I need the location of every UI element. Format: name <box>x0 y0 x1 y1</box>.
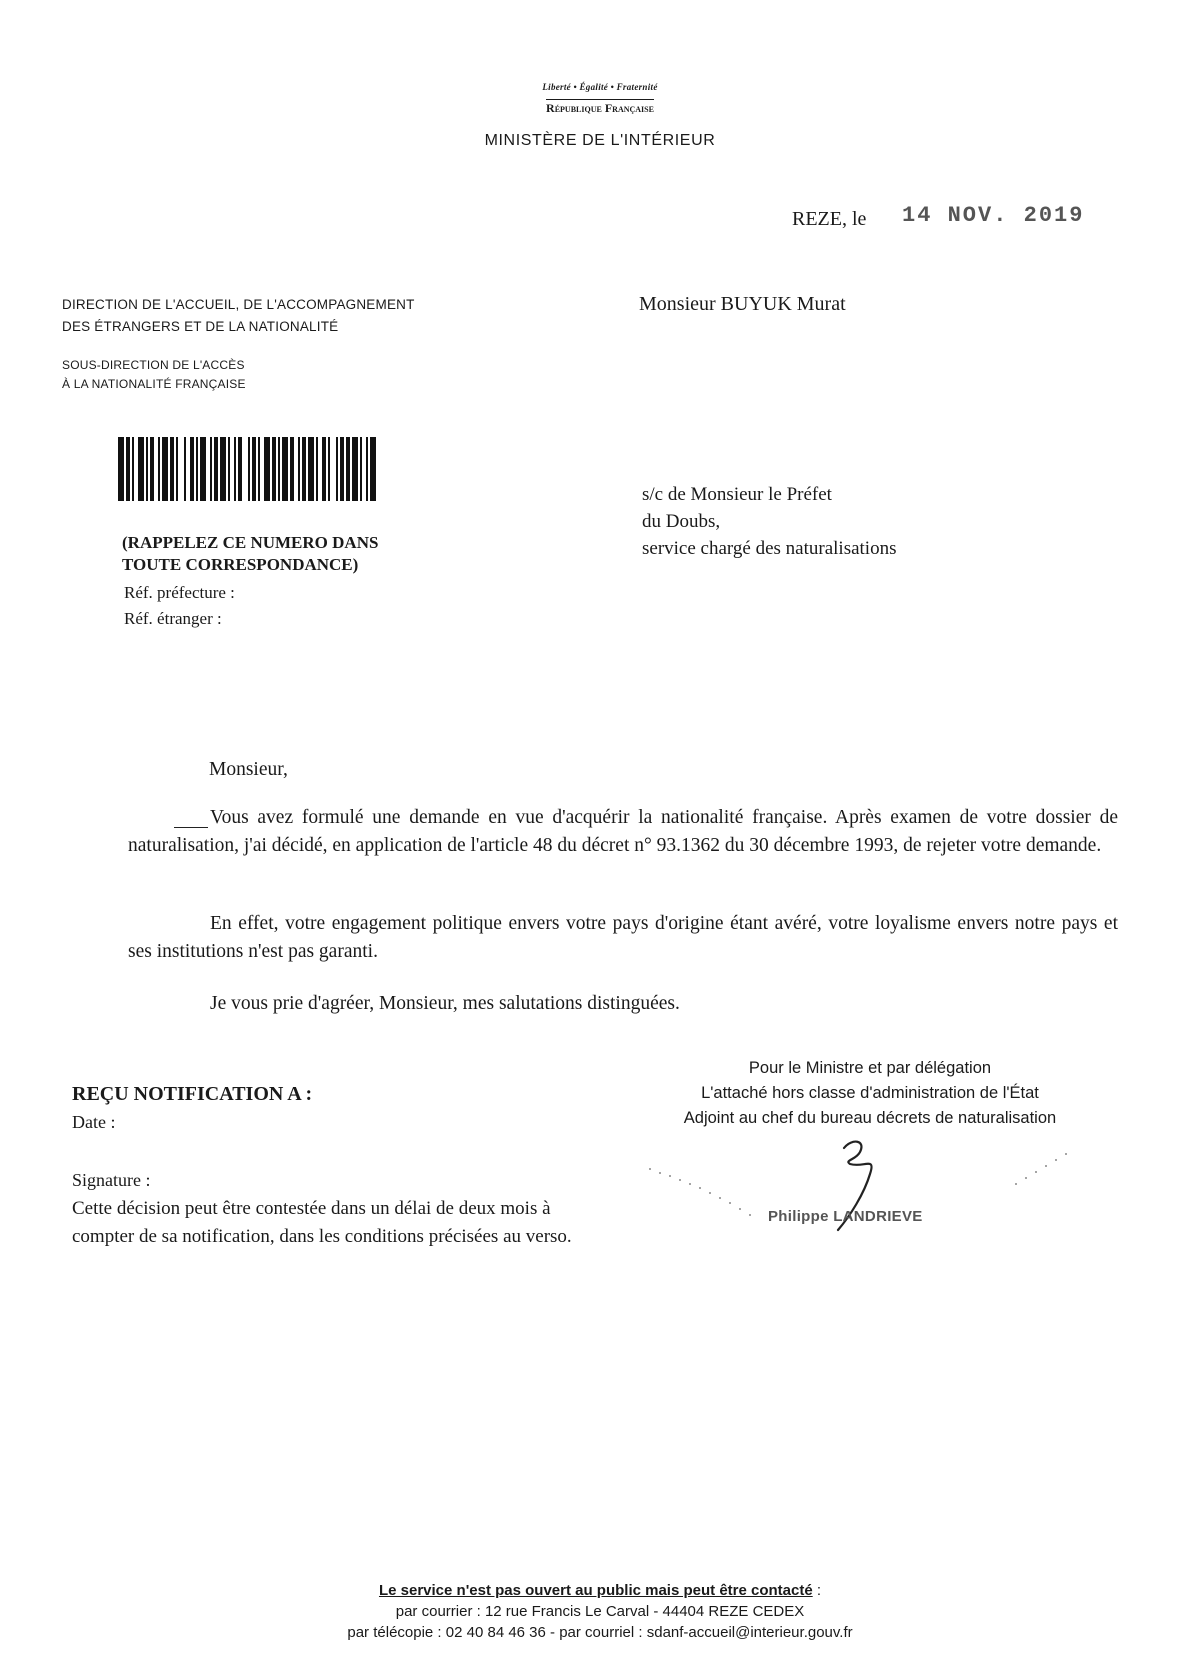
direction-block <box>62 294 415 338</box>
body-paragraph-closing: Je vous prie d'agréer, Monsieur, mes salutations distinguées. <box>210 993 680 1014</box>
recipient-routing <box>642 481 896 562</box>
republic-name <box>0 101 1200 116</box>
reference-reminder-line: (RAPPELEZ CE NUMERO DANS <box>122 533 379 552</box>
barcode-image <box>118 437 440 501</box>
routing-line: du Doubs, <box>642 511 721 532</box>
routing-line: service chargé des naturalisations <box>642 538 897 559</box>
date-stamp: 14 NOV. 2019 <box>902 203 1085 228</box>
sous-direction-block <box>62 356 246 394</box>
sous-direction-line: À LA NATIONALITÉ FRANÇAISE <box>62 377 246 391</box>
body-paragraph-decision: Vous avez formulé une demande en vue d'acquérir la nationalité française. Après examen de votre dossier de naturalisation, j'ai décidé, en application de l'article 48 du décret n° 93.1362 du 30 décembre 1993, de rejeter votre demande. <box>128 807 1118 856</box>
contact-footer <box>0 1580 1200 1643</box>
footer-title: Le service n'est pas ouvert au public mais peut être contacté <box>378 1582 813 1599</box>
ministry-name: MINISTÈRE DE L'INTÉRIEUR <box>484 132 716 149</box>
signatory-line: Pour le Ministre et par délégation <box>748 1059 992 1077</box>
reference-reminder <box>122 532 378 576</box>
ref-etranger-label: Réf. étranger : <box>124 609 222 628</box>
republic-name-text: République Française <box>546 101 654 115</box>
direction-line: DES ÉTRANGERS ET DE LA NATIONALITÉ <box>62 319 339 334</box>
signatory-block <box>600 1056 1140 1131</box>
footer-fax-email-line: par télécopie : 02 40 84 46 36 - par courriel : sdanf-accueil@interieur.gouv.fr <box>347 1624 853 1641</box>
direction-line: DIRECTION DE L'ACCUEIL, DE L'ACCOMPAGNEMENT <box>62 297 415 312</box>
receipt-title: REÇU NOTIFICATION A : <box>72 1083 313 1105</box>
date-place: REZE, le <box>792 208 867 230</box>
sous-direction-line: SOUS-DIRECTION DE L'ACCÈS <box>62 358 245 372</box>
routing-line: s/c de Monsieur le Préfet <box>642 484 832 505</box>
appeal-notice: Cette décision peut être contestée dans un délai de deux mois à compter de sa notification, dans les conditions précisées au verso. <box>72 1198 572 1247</box>
faded-stamp-mark <box>646 1165 776 1225</box>
footer-mail-line: par courrier : 12 rue Francis Le Carval - 44404 REZE CEDEX <box>395 1603 805 1620</box>
salutation: Monsieur, <box>209 759 288 780</box>
signatory-line: Adjoint au chef du bureau décrets de naturalisation <box>683 1109 1057 1127</box>
faded-stamp-mark <box>990 1152 1070 1192</box>
recipient-name: Monsieur BUYUK Murat <box>639 293 846 315</box>
receipt-date-label: Date : <box>72 1112 116 1132</box>
ref-prefecture-label: Réf. préfecture : <box>124 583 235 602</box>
signatory-name: Philippe LANDRIEVE <box>768 1208 923 1225</box>
republic-motto: Liberté • Égalité • Fraternité <box>542 82 658 92</box>
receipt-signature-label: Signature : <box>72 1170 151 1190</box>
signatory-line: L'attaché hors classe d'administration de l'État <box>701 1084 1039 1102</box>
footer-title-suffix: : <box>812 1582 822 1599</box>
body-paragraph-reason: En effet, votre engagement politique envers votre pays d'origine étant avéré, votre loyalisme envers notre pays et ses institutions n'est pas garanti. <box>128 913 1118 962</box>
reference-reminder-line: TOUTE CORRESPONDANCE) <box>122 555 359 574</box>
footer-title-line <box>0 1580 1200 1601</box>
